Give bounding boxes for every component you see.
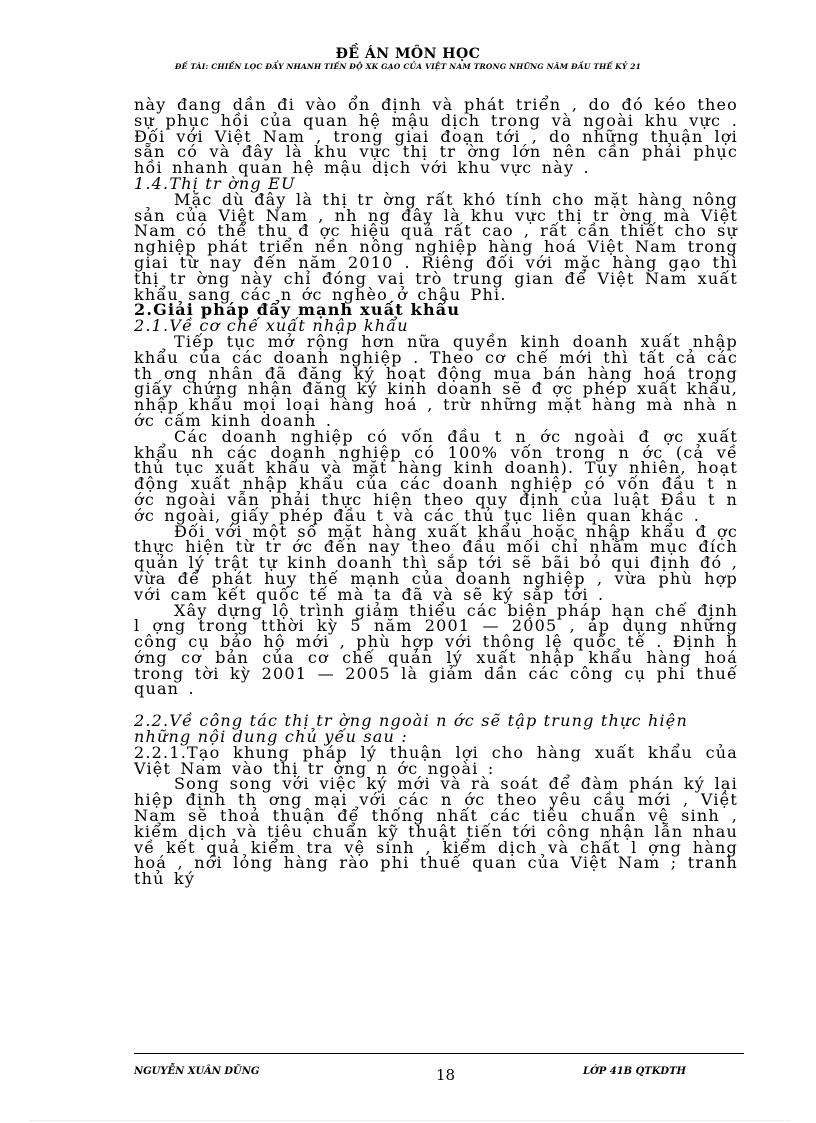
paragraph-2-1-a: Tiếp tục mở rộng hơn nữa quyền kinh doanh xuất nhập khẩu của các doanh nghiệp . Theo cơ chế mới thì tất cả các th ơng nhân đã đăng ký hoạt động mua bán hàng hoá trong giấy chứng nhận đăng ký kinh doanh sẽ đ ợc phép xuất khẩu, nhập khẩu mọi loại hàng hoá , trừ những mặt hàng mà nhà n ớc cấm kinh doanh . <box>134 331 738 430</box>
footer-author: NGUYỄN XUÂN DŨNG <box>134 1066 260 1077</box>
page-number: 18 <box>436 1066 456 1084</box>
paragraph-2-2-1-title: 2.2.1.Tạo khung pháp lý thuận lợi cho hàng xuất khẩu của Việt Nam vào thị tr ờng n ớc ngoài : <box>134 742 738 778</box>
paragraph-2-1-c: Đối với một số mặt hàng xuất khẩu hoặc nhập khẩu đ ợc thực hiện từ tr ớc đến nay theo đầu mối chỉ nhằm mục đích quản lý trật tự kinh doanh thì sắp tới sẽ bãi bỏ qui định đó , vừa để phát huy thế mạnh của doanh nghiệp , vừa phù hợp với cam kết quốc tế mà ta đã và sẽ ký sắp tới . <box>134 521 738 604</box>
paragraph-2-2-1-body: Song song với việc ký mới và rà soát để đàm phán ký lại hiệp định th ơng mại với các n ớc theo yêu cầu mới , Việt Nam sẽ thoả thuận để thống nhất các tiêu chuẩn vệ sinh , kiểm dịch và tiêu chuẩn kỹ thuật tiến tới công nhận lẫn nhau về kết quả kiểm tra vệ sinh , kiểm dịch và chất l ợng hàng hoá , nới lỏng hàng rào phi thuế quan của Việt Nam ; tranh thủ ký <box>134 774 738 889</box>
paragraph-2-1-d: Xây dựng lộ trình giảm thiểu các biện pháp hạn chế định l ợng trong tthời kỳ 5 năm 2001 — 2005 , áp dụng những công cụ bảo hộ mới , phù hợp với thông lệ quốc tế . Định h ớng cơ bản của cơ chế quản lý xuất nhập khẩu hàng hoá trong tời kỳ 2001 — 2005 là giảm dần các công cụ phi thuế quan . <box>134 600 738 699</box>
page-edge-divider <box>30 1120 790 1121</box>
paragraph-eu-market: Mặc dù đây là thị tr ờng rất khó tính cho mặt hàng nông sản của Việt Nam , nh ng đây là khu vực thị tr ờng mà Việt Nam có thể thu đ ợc hiệu quả rất cao , rất cần thiết cho sự nghiệp phát triển nền nông nghiệp hàng hoá Việt Nam trong giai từ nay đến năm 2010 . Riêng đối với mặc hàng gạo thì thị tr ờng này chỉ đóng vai trò trung gian để Việt Nam xuất khẩu sang các n ớc nghèo ở châu Phi. <box>134 189 738 304</box>
header-subtitle: ĐỀ TÀI: CHIẾN LỌC ĐẨY NHANH TIẾN ĐỘ XK GẠO CỦA VIỆT NAM TRONG NHỮNG NĂM ĐẦU THẾ KỶ 21 <box>174 62 642 71</box>
header-title: ĐỀ ÁN MÔN HỌC <box>335 46 481 62</box>
paragraph-intro: này đang dần đi vào ổn định và phát triển , do đó kéo theo sự phục hồi của quan hệ mậu dịch trong và ngoài khu vực . Đối với Việt Nam , trong giai đoạn tới , do những thuận lợi sẵn có và đây là khu vực thị tr ờng lớn nên cần phải phục hồi nhanh quan hệ mậu dịch với khu vực này . <box>134 95 738 178</box>
footer-class: LỚP 41B QTKDTH <box>583 1066 686 1077</box>
footer-divider <box>134 1053 744 1054</box>
heading-2: 2.Giải pháp đẩy mạnh xuất khẩu <box>134 300 461 320</box>
heading-1-4: 1.4.Thị tr ờng EU <box>134 173 296 193</box>
paragraph-2-1-b: Các doanh nghiệp có vốn đầu t n ớc ngoài đ ợc xuất khẩu nh các doanh nghiệp có 100% vốn trong n ớc (cả về thủ tục xuất khẩu và mặt hàng kinh doanh). Tuy nhiên, hoạt động xuất nhập khẩu của các doanh nghiệp có vốn đầu t n ớc ngoài vẫn phải thực hiện theo quy định của luật Đầu t n ớc ngoài, giấy phép đầu t và các thủ tục liên quan khác . <box>134 426 738 525</box>
heading-2-2: 2.2.Về công tác thị tr ờng ngoài n ớc sẽ tập trung thực hiện những nội dung chủ yếu sau : <box>134 711 688 747</box>
document-body <box>134 97 738 887</box>
heading-2-1: 2.1.Về cơ chế xuất nhập khẩu <box>134 316 409 336</box>
